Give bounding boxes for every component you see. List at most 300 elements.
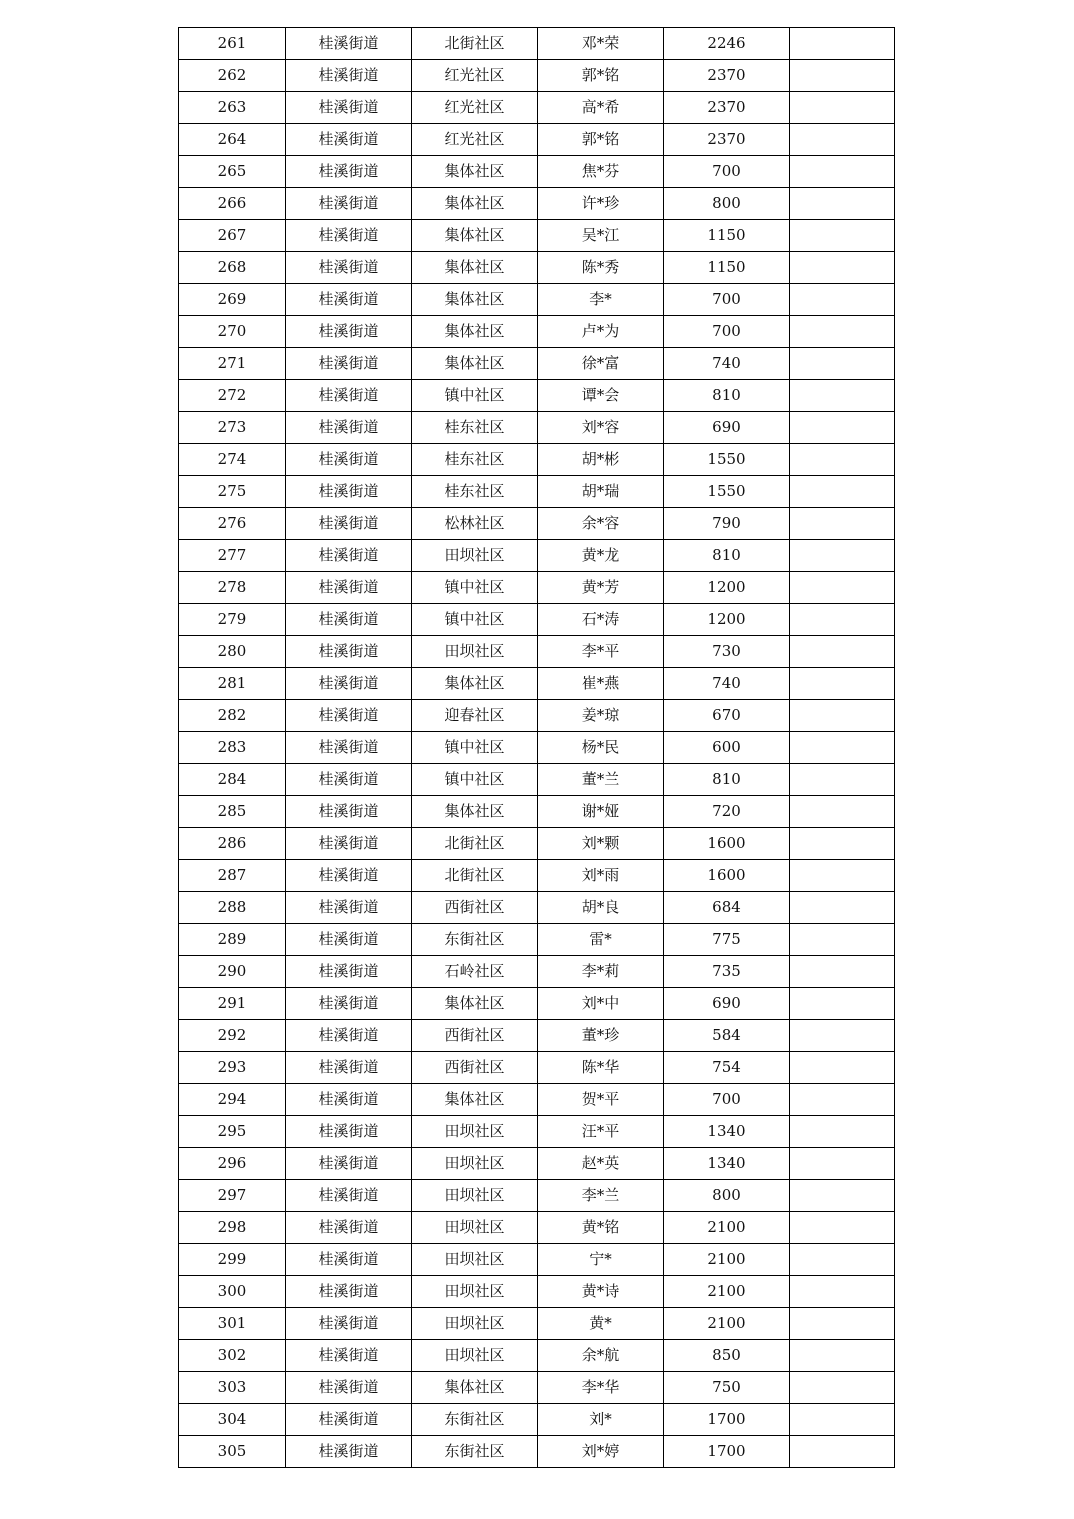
name-cell: 董*珍 [538,1020,664,1052]
community-cell: 田坝社区 [412,636,538,668]
note-cell [790,860,895,892]
note-cell [790,252,895,284]
table-row [179,956,895,988]
amount-cell: 2246 [664,28,790,60]
amount-cell: 1550 [664,444,790,476]
name-cell: 余*容 [538,508,664,540]
amount-cell: 2100 [664,1212,790,1244]
street-cell: 桂溪街道 [286,252,412,284]
row-number-cell: 291 [179,988,286,1020]
note-cell [790,700,895,732]
table-row [179,1308,895,1340]
name-cell: 胡*瑞 [538,476,664,508]
amount-cell: 800 [664,188,790,220]
community-cell: 东街社区 [412,1436,538,1468]
table-row [179,892,895,924]
row-number-cell: 297 [179,1180,286,1212]
community-cell: 镇中社区 [412,732,538,764]
note-cell [790,316,895,348]
amount-cell: 700 [664,284,790,316]
amount-cell: 810 [664,540,790,572]
note-cell [790,764,895,796]
table-row [179,1020,895,1052]
table-row [179,860,895,892]
name-cell: 李* [538,284,664,316]
community-cell: 集体社区 [412,284,538,316]
row-number-cell: 286 [179,828,286,860]
name-cell: 黄*芳 [538,572,664,604]
name-cell: 黄*龙 [538,540,664,572]
street-cell: 桂溪街道 [286,60,412,92]
note-cell [790,892,895,924]
row-number-cell: 278 [179,572,286,604]
street-cell: 桂溪街道 [286,1180,412,1212]
row-number-cell: 302 [179,1340,286,1372]
community-cell: 镇中社区 [412,604,538,636]
table-row [179,124,895,156]
street-cell: 桂溪街道 [286,1212,412,1244]
note-cell [790,1212,895,1244]
name-cell: 刘*中 [538,988,664,1020]
note-cell [790,1020,895,1052]
street-cell: 桂溪街道 [286,604,412,636]
name-cell: 徐*富 [538,348,664,380]
amount-cell: 1200 [664,604,790,636]
street-cell: 桂溪街道 [286,828,412,860]
row-number-cell: 271 [179,348,286,380]
table-row [179,1404,895,1436]
community-cell: 田坝社区 [412,1180,538,1212]
street-cell: 桂溪街道 [286,156,412,188]
street-cell: 桂溪街道 [286,924,412,956]
community-cell: 田坝社区 [412,1212,538,1244]
amount-cell: 730 [664,636,790,668]
community-cell: 田坝社区 [412,1244,538,1276]
note-cell [790,476,895,508]
row-number-cell: 277 [179,540,286,572]
row-number-cell: 295 [179,1116,286,1148]
community-cell: 镇中社区 [412,572,538,604]
community-cell: 北街社区 [412,860,538,892]
street-cell: 桂溪街道 [286,1372,412,1404]
name-cell: 谢*娅 [538,796,664,828]
row-number-cell: 267 [179,220,286,252]
table-row [179,188,895,220]
table-row [179,988,895,1020]
street-cell: 桂溪街道 [286,28,412,60]
name-cell: 谭*会 [538,380,664,412]
street-cell: 桂溪街道 [286,572,412,604]
community-cell: 西街社区 [412,1052,538,1084]
street-cell: 桂溪街道 [286,124,412,156]
name-cell: 许*珍 [538,188,664,220]
row-number-cell: 296 [179,1148,286,1180]
amount-cell: 700 [664,316,790,348]
name-cell: 李*兰 [538,1180,664,1212]
table-row [179,1276,895,1308]
subsidy-table-container [178,27,895,1468]
amount-cell: 2100 [664,1308,790,1340]
table-row [179,604,895,636]
note-cell [790,188,895,220]
name-cell: 刘*容 [538,412,664,444]
community-cell: 迎春社区 [412,700,538,732]
table-row [179,252,895,284]
row-number-cell: 265 [179,156,286,188]
community-cell: 红光社区 [412,92,538,124]
street-cell: 桂溪街道 [286,1244,412,1276]
row-number-cell: 293 [179,1052,286,1084]
street-cell: 桂溪街道 [286,1340,412,1372]
note-cell [790,60,895,92]
table-body [179,28,895,1468]
subsidy-table [178,27,895,1468]
name-cell: 黄*诗 [538,1276,664,1308]
street-cell: 桂溪街道 [286,412,412,444]
street-cell: 桂溪街道 [286,348,412,380]
table-row [179,156,895,188]
amount-cell: 1600 [664,860,790,892]
community-cell: 集体社区 [412,796,538,828]
name-cell: 董*兰 [538,764,664,796]
row-number-cell: 290 [179,956,286,988]
street-cell: 桂溪街道 [286,540,412,572]
row-number-cell: 261 [179,28,286,60]
note-cell [790,988,895,1020]
community-cell: 集体社区 [412,252,538,284]
community-cell: 集体社区 [412,220,538,252]
row-number-cell: 272 [179,380,286,412]
note-cell [790,348,895,380]
name-cell: 郭*铭 [538,124,664,156]
note-cell [790,1084,895,1116]
table-row [179,60,895,92]
community-cell: 集体社区 [412,156,538,188]
amount-cell: 2370 [664,124,790,156]
row-number-cell: 264 [179,124,286,156]
table-row [179,412,895,444]
community-cell: 桂东社区 [412,476,538,508]
community-cell: 集体社区 [412,988,538,1020]
amount-cell: 700 [664,1084,790,1116]
table-row [179,220,895,252]
amount-cell: 750 [664,1372,790,1404]
community-cell: 红光社区 [412,124,538,156]
note-cell [790,412,895,444]
row-number-cell: 288 [179,892,286,924]
street-cell: 桂溪街道 [286,284,412,316]
amount-cell: 690 [664,412,790,444]
row-number-cell: 299 [179,1244,286,1276]
street-cell: 桂溪街道 [286,316,412,348]
table-row [179,1244,895,1276]
street-cell: 桂溪街道 [286,1404,412,1436]
note-cell [790,156,895,188]
table-row [179,1180,895,1212]
street-cell: 桂溪街道 [286,92,412,124]
community-cell: 西街社区 [412,892,538,924]
row-number-cell: 289 [179,924,286,956]
street-cell: 桂溪街道 [286,220,412,252]
table-row [179,636,895,668]
amount-cell: 1150 [664,220,790,252]
amount-cell: 735 [664,956,790,988]
amount-cell: 1550 [664,476,790,508]
note-cell [790,1116,895,1148]
amount-cell: 790 [664,508,790,540]
name-cell: 卢*为 [538,316,664,348]
row-number-cell: 298 [179,1212,286,1244]
amount-cell: 2100 [664,1276,790,1308]
community-cell: 集体社区 [412,188,538,220]
community-cell: 北街社区 [412,28,538,60]
community-cell: 田坝社区 [412,1340,538,1372]
row-number-cell: 300 [179,1276,286,1308]
name-cell: 李*莉 [538,956,664,988]
community-cell: 西街社区 [412,1020,538,1052]
community-cell: 东街社区 [412,924,538,956]
note-cell [790,1052,895,1084]
street-cell: 桂溪街道 [286,668,412,700]
note-cell [790,732,895,764]
row-number-cell: 294 [179,1084,286,1116]
name-cell: 陈*华 [538,1052,664,1084]
name-cell: 姜*琼 [538,700,664,732]
name-cell: 余*航 [538,1340,664,1372]
amount-cell: 850 [664,1340,790,1372]
community-cell: 田坝社区 [412,1148,538,1180]
row-number-cell: 274 [179,444,286,476]
name-cell: 胡*良 [538,892,664,924]
row-number-cell: 305 [179,1436,286,1468]
community-cell: 桂东社区 [412,412,538,444]
name-cell: 李*华 [538,1372,664,1404]
name-cell: 李*平 [538,636,664,668]
amount-cell: 1200 [664,572,790,604]
name-cell: 赵*英 [538,1148,664,1180]
row-number-cell: 275 [179,476,286,508]
amount-cell: 670 [664,700,790,732]
community-cell: 松林社区 [412,508,538,540]
row-number-cell: 276 [179,508,286,540]
row-number-cell: 266 [179,188,286,220]
table-row [179,924,895,956]
amount-cell: 720 [664,796,790,828]
note-cell [790,508,895,540]
amount-cell: 1700 [664,1436,790,1468]
table-row [179,284,895,316]
amount-cell: 810 [664,764,790,796]
street-cell: 桂溪街道 [286,636,412,668]
row-number-cell: 292 [179,1020,286,1052]
amount-cell: 740 [664,668,790,700]
name-cell: 宁* [538,1244,664,1276]
table-row [179,316,895,348]
street-cell: 桂溪街道 [286,700,412,732]
row-number-cell: 263 [179,92,286,124]
amount-cell: 2100 [664,1244,790,1276]
table-row [179,92,895,124]
note-cell [790,540,895,572]
street-cell: 桂溪街道 [286,380,412,412]
note-cell [790,572,895,604]
note-cell [790,124,895,156]
name-cell: 贺*平 [538,1084,664,1116]
row-number-cell: 270 [179,316,286,348]
name-cell: 杨*民 [538,732,664,764]
street-cell: 桂溪街道 [286,988,412,1020]
community-cell: 集体社区 [412,668,538,700]
table-row [179,828,895,860]
street-cell: 桂溪街道 [286,956,412,988]
note-cell [790,1404,895,1436]
street-cell: 桂溪街道 [286,1276,412,1308]
table-row [179,572,895,604]
note-cell [790,1340,895,1372]
name-cell: 吴*江 [538,220,664,252]
community-cell: 镇中社区 [412,764,538,796]
table-row [179,1116,895,1148]
name-cell: 焦*芬 [538,156,664,188]
name-cell: 石*涛 [538,604,664,636]
note-cell [790,220,895,252]
name-cell: 黄* [538,1308,664,1340]
name-cell: 陈*秀 [538,252,664,284]
row-number-cell: 285 [179,796,286,828]
note-cell [790,380,895,412]
name-cell: 雷* [538,924,664,956]
amount-cell: 700 [664,156,790,188]
table-row [179,700,895,732]
amount-cell: 810 [664,380,790,412]
table-row [179,1084,895,1116]
note-cell [790,636,895,668]
note-cell [790,604,895,636]
community-cell: 集体社区 [412,316,538,348]
community-cell: 东街社区 [412,1404,538,1436]
table-row [179,1052,895,1084]
row-number-cell: 301 [179,1308,286,1340]
street-cell: 桂溪街道 [286,1052,412,1084]
row-number-cell: 281 [179,668,286,700]
note-cell [790,796,895,828]
street-cell: 桂溪街道 [286,732,412,764]
row-number-cell: 303 [179,1372,286,1404]
table-row [179,1148,895,1180]
table-row [179,732,895,764]
table-row [179,380,895,412]
table-row [179,764,895,796]
note-cell [790,1372,895,1404]
amount-cell: 1600 [664,828,790,860]
table-row [179,476,895,508]
note-cell [790,1436,895,1468]
community-cell: 田坝社区 [412,1276,538,1308]
community-cell: 石岭社区 [412,956,538,988]
street-cell: 桂溪街道 [286,444,412,476]
street-cell: 桂溪街道 [286,892,412,924]
note-cell [790,668,895,700]
street-cell: 桂溪街道 [286,860,412,892]
community-cell: 北街社区 [412,828,538,860]
community-cell: 田坝社区 [412,1308,538,1340]
street-cell: 桂溪街道 [286,1308,412,1340]
table-row [179,1340,895,1372]
row-number-cell: 282 [179,700,286,732]
name-cell: 汪*平 [538,1116,664,1148]
community-cell: 镇中社区 [412,380,538,412]
name-cell: 刘*雨 [538,860,664,892]
table-row [179,444,895,476]
street-cell: 桂溪街道 [286,796,412,828]
name-cell: 刘* [538,1404,664,1436]
community-cell: 桂东社区 [412,444,538,476]
community-cell: 集体社区 [412,348,538,380]
note-cell [790,284,895,316]
row-number-cell: 284 [179,764,286,796]
note-cell [790,956,895,988]
street-cell: 桂溪街道 [286,1116,412,1148]
street-cell: 桂溪街道 [286,764,412,796]
table-row [179,508,895,540]
note-cell [790,1148,895,1180]
table-row [179,1436,895,1468]
name-cell: 刘*婷 [538,1436,664,1468]
table-row [179,540,895,572]
row-number-cell: 269 [179,284,286,316]
street-cell: 桂溪街道 [286,476,412,508]
row-number-cell: 279 [179,604,286,636]
note-cell [790,444,895,476]
community-cell: 集体社区 [412,1372,538,1404]
note-cell [790,924,895,956]
amount-cell: 1700 [664,1404,790,1436]
name-cell: 胡*彬 [538,444,664,476]
name-cell: 黄*铭 [538,1212,664,1244]
note-cell [790,1244,895,1276]
table-row [179,1212,895,1244]
amount-cell: 600 [664,732,790,764]
street-cell: 桂溪街道 [286,1436,412,1468]
row-number-cell: 280 [179,636,286,668]
note-cell [790,1308,895,1340]
row-number-cell: 262 [179,60,286,92]
table-row [179,668,895,700]
amount-cell: 1150 [664,252,790,284]
table-row [179,348,895,380]
amount-cell: 1340 [664,1116,790,1148]
amount-cell: 754 [664,1052,790,1084]
amount-cell: 740 [664,348,790,380]
amount-cell: 1340 [664,1148,790,1180]
amount-cell: 690 [664,988,790,1020]
amount-cell: 2370 [664,92,790,124]
name-cell: 高*希 [538,92,664,124]
street-cell: 桂溪街道 [286,1084,412,1116]
community-cell: 集体社区 [412,1084,538,1116]
street-cell: 桂溪街道 [286,188,412,220]
amount-cell: 800 [664,1180,790,1212]
table-row [179,796,895,828]
note-cell [790,92,895,124]
street-cell: 桂溪街道 [286,508,412,540]
note-cell [790,828,895,860]
name-cell: 邓*荣 [538,28,664,60]
row-number-cell: 287 [179,860,286,892]
amount-cell: 2370 [664,60,790,92]
name-cell: 郭*铭 [538,60,664,92]
name-cell: 刘*颗 [538,828,664,860]
